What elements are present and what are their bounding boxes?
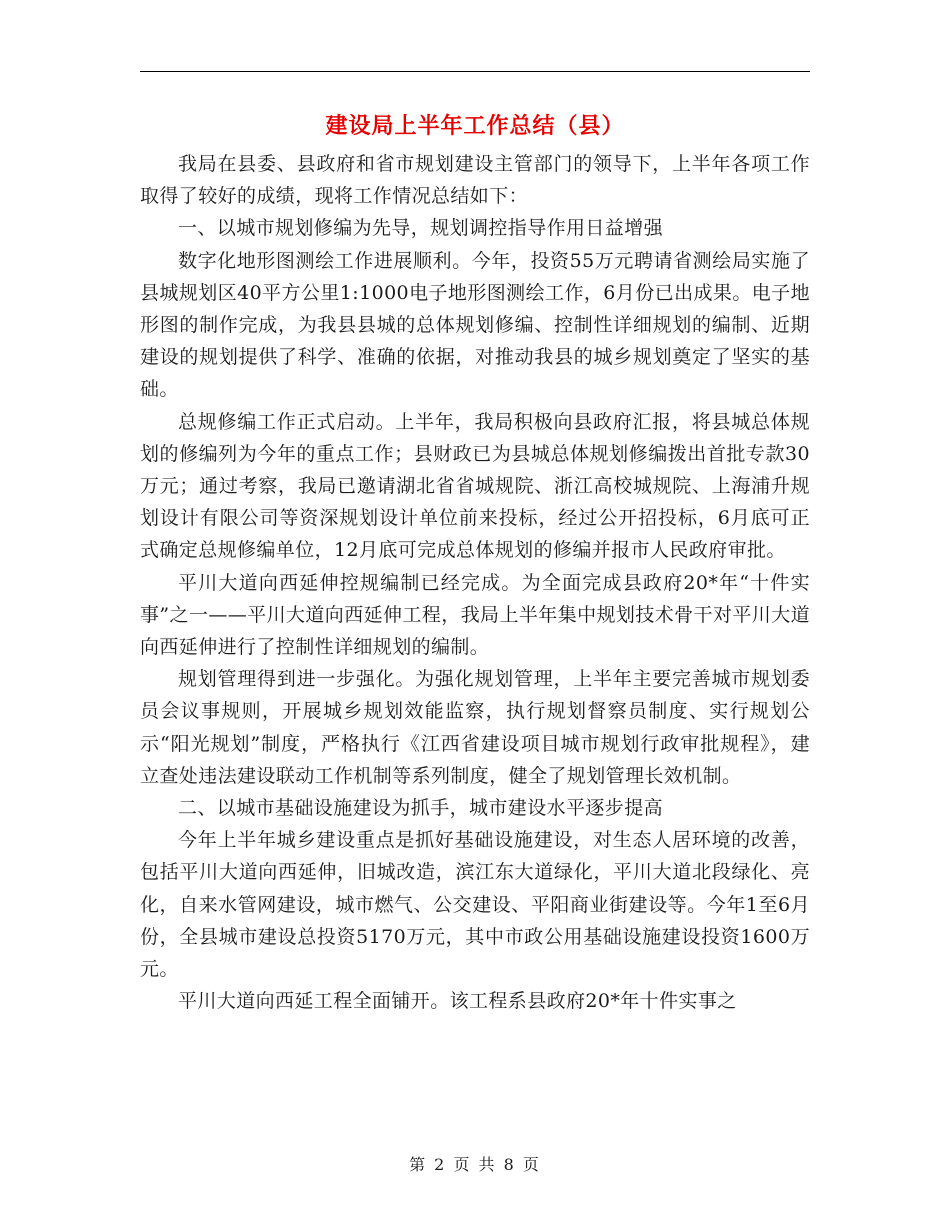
- page-number: 第 2 页 共 8 页: [409, 1155, 541, 1174]
- section-heading-2: 二、以城市基础设施建设为抓手，城市建设水平逐步提高: [178, 797, 664, 820]
- section-heading-1: 一、以城市规划修编为先导，规划调控指导作用日益增强: [178, 217, 664, 240]
- document-title: 建设局上半年工作总结（县）: [325, 113, 625, 139]
- paragraph-planning-management: 规划管理得到进一步强化。为强化规划管理，上半年主要完善城市规划委员会议事规则，开展城乡规划效能监察，执行规划督察员制度、实行规划公示“阳光规划”制度，严格执行《江西省建设项目城市规划行政审批规程》，建立查处违法建设联动工作机制等系列制度，健全了规划管理长效机制。: [140, 668, 810, 787]
- paragraph-infrastructure: 今年上半年城乡建设重点是抓好基础设施建设，对生态人居环境的改善，包括平川大道向西延伸，旧城改造，滨江东大道绿化，平川大道北段绿化、亮化，自来水管网建设，城市燃气、公交建设、平阳商业街建设等。今年1至6月份，全县城市建设总投资5170万元，其中市政公用基础设施建设投资1600万元。: [140, 829, 810, 981]
- paragraph-intro: 我局在县委、县政府和省市规划建设主管部门的领导下，上半年各项工作取得了较好的成绩，现将工作情况总结如下：: [140, 153, 810, 208]
- paragraph-master-plan: 总规修编工作正式启动。上半年，我局积极向县政府汇报，将县城总体规划的修编列为今年的重点工作；县财政已为县城总体规划修编拨出首批专款30万元；通过考察，我局已邀请湖北省省城规院、浙江高校城规院、上海浦升规划设计有限公司等资深规划设计单位前来投标，经过公开招投标，6月底可正式确定总规修编单位，12月底可完成总体规划的修编并报市人民政府审批。: [140, 410, 810, 562]
- paragraph-pingchuan-project: 平川大道向西延工程全面铺开。该工程系县政府20*年十件实事之: [178, 990, 737, 1013]
- document-body: [140, 148, 810, 1017]
- paragraph-pingchuan-plan: 平川大道向西延伸控规编制已经完成。为全面完成县政府20*年“十件实事”之一——平川大道向西延伸工程，我局上半年集中规划技术骨干对平川大道向西延伸进行了控制性详细规划的编制。: [140, 571, 810, 659]
- paragraph-mapping: 数字化地形图测绘工作进展顺利。今年，投资55万元聘请省测绘局实施了县城规划区40平方公里1:1000电子地形图测绘工作，6月份已出成果。电子地形图的制作完成，为我县县城的总体规划修编、控制性详细规划的编制、近期建设的规划提供了科学、准确的依据，对推动我县的城乡规划奠定了坚实的基础。: [140, 249, 810, 401]
- header-rule: [140, 71, 810, 72]
